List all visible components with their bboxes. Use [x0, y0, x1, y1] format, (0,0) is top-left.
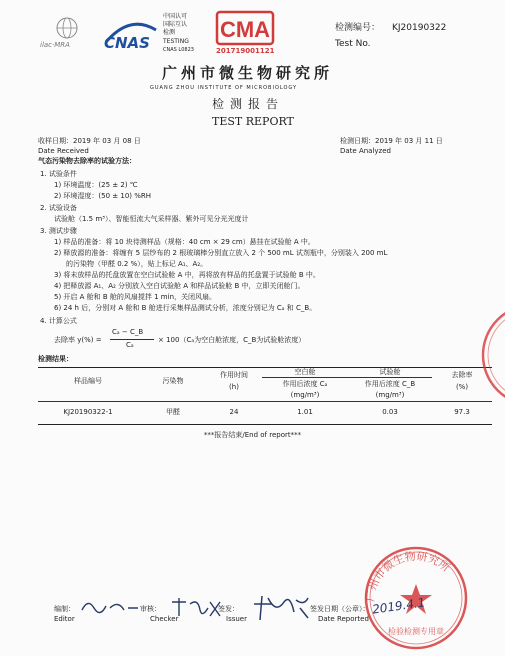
formula-numerator: Cₐ − C_B [112, 328, 144, 336]
step-6: 6) 24 h 后，分别对 A 舱和 B 舱进行采集样品测试分析，浓度分别记为 Cₐ 和 C_B。 [54, 304, 317, 312]
date-received-en: Date Received [38, 147, 89, 155]
cma-number: 201719001121 [216, 47, 275, 55]
date-reported-label-en: Date Reported [318, 615, 369, 623]
institute-name-en: GUANG ZHOU INSTITUTE OF MICROBIOLOGY [150, 85, 298, 91]
seal-text-top: 广州市微生物研究所 [363, 549, 453, 603]
equipment-list: 试验舱（1.5 m³）、智能恒流大气采样器、紫外可见分光光度计 [54, 215, 249, 223]
cnas-text-line: 国际互认 [163, 21, 188, 28]
ilac-globe-icon [38, 16, 96, 56]
date-reported-label: 签发日期（公章）： [310, 605, 370, 613]
date-analyzed-en: Date Analyzed [340, 147, 391, 155]
table-row-test: 0.03 [382, 408, 398, 416]
date-received: 收样日期：2019 年 03 月 08 日 [38, 137, 141, 145]
col-group-blank: 空白舱 [294, 368, 316, 376]
col-test-conc: 作用后浓度 C_B [364, 380, 416, 388]
results-heading: 检测结果： [38, 355, 73, 363]
cnas-text-line: CNAS L0823 [163, 47, 194, 53]
col-blank-unit: (mg/m³) [290, 391, 320, 399]
col-time: 作用时间 [220, 371, 248, 379]
col-pollutant: 污染物 [162, 377, 184, 385]
cnas-text-line: TESTING [163, 38, 189, 45]
edge-seal-fragment [478, 300, 505, 410]
col-test-unit: (mg/m³) [375, 391, 405, 399]
report-no-label-en: Test No. [335, 39, 371, 49]
table-row-blank: 1.01 [297, 408, 313, 416]
step-4: 4) 把释放源 A₁、A₂ 分别放入空白试验舱 A 和样品试验舱 B 中，立即关闭舱门。 [54, 282, 305, 290]
step-2a: 2) 释放源的准备：将缠有 5 层纱布的 2 根玻璃棒分别直立放入 2 个 500 mL 试剂瓶中，分别装入 200 mL [54, 249, 388, 257]
checker-label-en: Checker [150, 615, 179, 623]
issuer-label-en: Issuer [226, 615, 247, 623]
col-rate-unit: (%) [455, 383, 469, 391]
condition-temperature: 1) 环境温度：(25 ± 2) ℃ [54, 181, 138, 189]
report-no: KJ20190322 [392, 23, 447, 33]
editor-label-en: Editor [54, 615, 75, 623]
section-steps: 3. 测试步骤 [40, 227, 77, 235]
checker-signature [168, 596, 224, 620]
cma-logo-text: CMA [219, 17, 271, 42]
end-of-report: ***报告结束/End of report*** [203, 431, 302, 439]
issuer-label: 签发： [218, 605, 239, 613]
section-equipment: 2. 试验设备 [40, 204, 77, 212]
report-no-label: 检测编号： [335, 23, 381, 33]
handwritten-date: 2019.4.1 [371, 595, 427, 617]
step-5: 5) 开启 A 舱和 B 舱的风扇搅拌 1 min，关闭风扇。 [54, 293, 217, 301]
col-rate: 去除率 [451, 371, 473, 379]
seal-text-bottom: 检验检测专用章 [388, 627, 444, 636]
institute-name: 广州市微生物研究所 [162, 64, 334, 82]
col-group-test: 试验舱 [379, 368, 401, 376]
step-2b: 的污染物（甲醛 0.2 %），贴上标记 A₁、A₂。 [66, 260, 208, 268]
cma-mark-icon [214, 10, 276, 46]
cnas-text-line: 检测 [163, 29, 176, 36]
ilac-mra-logo [38, 16, 96, 56]
report-title: 检测报告 [212, 97, 285, 111]
table-row-time: 24 [229, 408, 239, 416]
formula-denominator: Cₐ [126, 341, 134, 349]
date-analyzed: 检测日期：2019 年 03 月 11 日 [340, 137, 443, 145]
cnas-text-block [163, 14, 213, 60]
col-time-unit: (h) [229, 383, 239, 391]
col-blank-conc: 作用后浓度 Cₐ [282, 380, 328, 388]
svg-text:广州市微生物研究所 [363, 549, 452, 603]
step-1: 1) 样品的准备：将 10 块待测样品（规格：40 cm × 29 cm）悬挂在试验舱 A 中。 [54, 238, 315, 246]
report-title-en: TEST REPORT [212, 115, 294, 128]
method-heading: 气态污染物去除率的试验方法： [38, 157, 136, 165]
editor-signature [78, 596, 140, 618]
formula-fraction-bar [110, 339, 154, 340]
cnas-logo [100, 16, 160, 56]
cma-logo [214, 10, 276, 56]
formula-right: × 100（Cₐ为空白舱浓度，C_B为试验舱浓度） [158, 336, 306, 344]
cnas-text-line: 中国认可 [163, 13, 188, 20]
section-conditions: 1. 试验条件 [40, 170, 77, 178]
formula-left: 去除率 y(%) = [54, 336, 102, 344]
table-bottom-rule [38, 424, 492, 425]
step-3: 3) 将未放样品的托盘放置在空白试验舱 A 中，再将放有样品的托盘置于试验舱 B 中。 [54, 271, 320, 279]
ilac-label: ilac·MRA [40, 41, 70, 49]
table-row-pollutant: 甲醛 [166, 408, 180, 416]
cnas-label: CNAS [104, 34, 150, 52]
edge-seal-graphic [478, 300, 505, 410]
table-header-rule [38, 401, 492, 402]
checker-label: 审核： [140, 605, 161, 613]
col-sample-no: 样品编号 [74, 377, 102, 385]
editor-label: 编制： [54, 605, 75, 613]
issuer-signature [250, 594, 312, 622]
condition-humidity: 2) 环境湿度：(50 ± 10) %RH [54, 192, 152, 200]
table-row-sample-no: KJ20190322-1 [63, 408, 113, 416]
table-row-rate: 97.3 [454, 408, 470, 416]
section-formula: 4. 计算公式 [40, 317, 77, 325]
